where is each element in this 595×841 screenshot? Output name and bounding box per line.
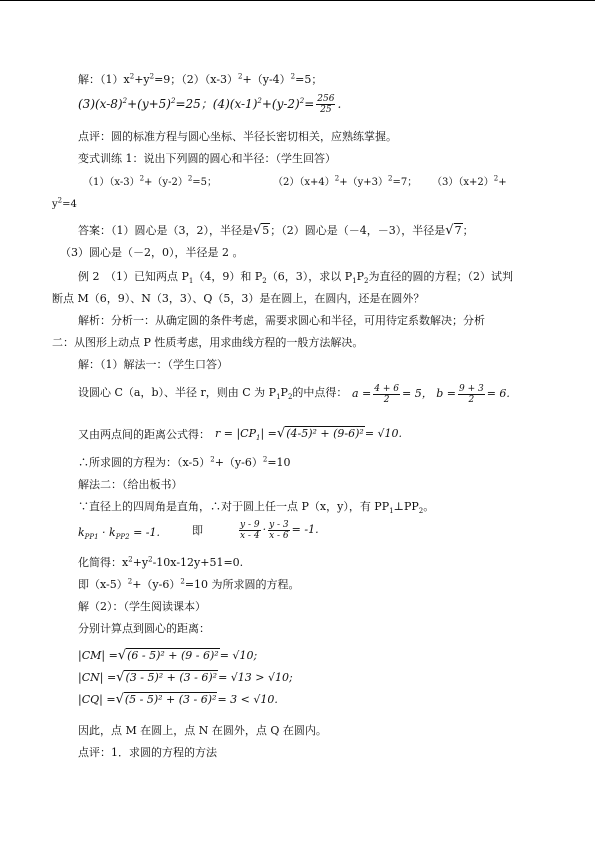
example2-line-1: 例 2 （1）已知两点 $P_1(4$，9）和 $P_2(6$，3），求以 $P_1P_2$为直径的圆的方程；（2）试判 xyxy=(78,270,513,286)
distance-cm: |CM| =√(6 - 5)² + (9 - 6)²= √10; xyxy=(78,648,258,663)
comment-1: 点评：圆的标准方程与圆心坐标、半径长密切相关，应熟练掌握。 xyxy=(78,130,397,143)
answer-line-2: （3）圆心是（－2，0），半径是 2 。 xyxy=(60,246,244,259)
solution1-center: 设圆心 C（a，b）、半径 r，则由 C 为 $P_1P_2$的中点得： xyxy=(78,386,348,402)
midpoint-formula: a = $\frac{4 + 6}{2}$ = 5， b = $\frac{9 + 3}{2}$ = 6. xyxy=(352,383,510,405)
practice-q1: $(1)(x-3)^2+(y-2)^2=5$； xyxy=(83,174,218,188)
practice-title: 变式训练 1：说出下列圆的圆心和半径：（学生回答） xyxy=(78,152,336,165)
slope-ji: 即 xyxy=(192,524,203,537)
solution-line-1: 解：$(1)x^2+y^2=9$；$(2)(x-3)^2+(y-4)^2=5$； xyxy=(78,72,323,86)
distance-formula: $r = |CP_1| =√(4-5)^2 + (9-6)^2= √10$. xyxy=(215,426,403,443)
sol-label: 解：（1） xyxy=(78,73,124,86)
part2-title: 解（2）：（学生阅读课本） xyxy=(78,600,206,613)
conclusion-line: 即$(x-5)^2+(y-6)^2=10$ 为所求圆的方程。 xyxy=(78,577,300,591)
comment-2: 点评：1．求圆的方程的方法 xyxy=(78,746,217,759)
example2-line-2: 断点 M（6，9）、N（3，3）、Q（5，3）是在圆上，在圆内，还是在圆外？ xyxy=(52,292,425,305)
solution1-result: ∴所求圆的方程为：$(x-5)^2+(y-6)^2=10$ xyxy=(78,455,291,469)
page-top-border xyxy=(0,0,595,1)
practice-q3-cont: $y^2=4$ xyxy=(52,196,77,210)
analysis-line-1: 解析：分析一：从确定圆的条件考虑，需要求圆心和半径，可用待定系数解决；分析 xyxy=(78,314,485,327)
part2-intro: 分别计算点到圆心的距离： xyxy=(78,622,210,635)
slope-fraction-equation: $\frac{y - 9}{x - 4}$ · $\frac{y - 3}{x - 6}$ = -1. xyxy=(240,519,319,541)
solution-line-2: $(3)(x-8)^2+(y+5)^2=25$；$(4)(x-1)^2+(y-2)^2=$ $\frac{256}{25}$ . xyxy=(78,94,342,115)
distance-cn: |CN| =√(3 - 5)² + (3 - 6)²= √13 > √10; xyxy=(78,670,293,685)
sqrt-7: √7 xyxy=(445,223,462,238)
practice-q3: $(3)(x+2)^2+$ xyxy=(432,174,507,188)
solution2-line: ∵直径上的四周角是直角，∴对于圆上任一点 P（x，y），有 $PP_1\perp PP_2$。 xyxy=(78,500,435,516)
solution1-distance-text: 又由两点间的距离公式得： xyxy=(78,428,210,441)
solution1-title: 解：（1）解法一：（学生口答） xyxy=(78,358,228,371)
sqrt-5: √5 xyxy=(253,223,270,238)
analysis-line-2: 二：从图形上动点 P 性质考虑，用求曲线方程的一般方法解决。 xyxy=(52,336,364,349)
solution2-title: 解法二：（给出板书） xyxy=(78,478,183,491)
distance-cq: |CQ| =√(5 - 5)² + (3 - 6)²= 3 < √10. xyxy=(78,692,278,707)
simplify-line: 化简得：$x^2+y^2-10x-12y+51=0$. xyxy=(78,555,244,569)
fraction-256-25: $\frac{256}{25}$ xyxy=(317,94,335,115)
slope-product: $k_{PP1} \cdot k_{PP2} = -1$. xyxy=(78,526,161,542)
answer-line-1: 答案：（1）圆心是（3，2），半径是√5；（2）圆心是（－4，－3），半径是√7； xyxy=(78,223,474,238)
practice-q2: $(2)(x+4)^2+(y+3)^2=7$； xyxy=(273,174,418,188)
final-conclusion: 因此，点 M 在圆上，点 N 在圆外，点 Q 在圆内。 xyxy=(78,724,327,737)
